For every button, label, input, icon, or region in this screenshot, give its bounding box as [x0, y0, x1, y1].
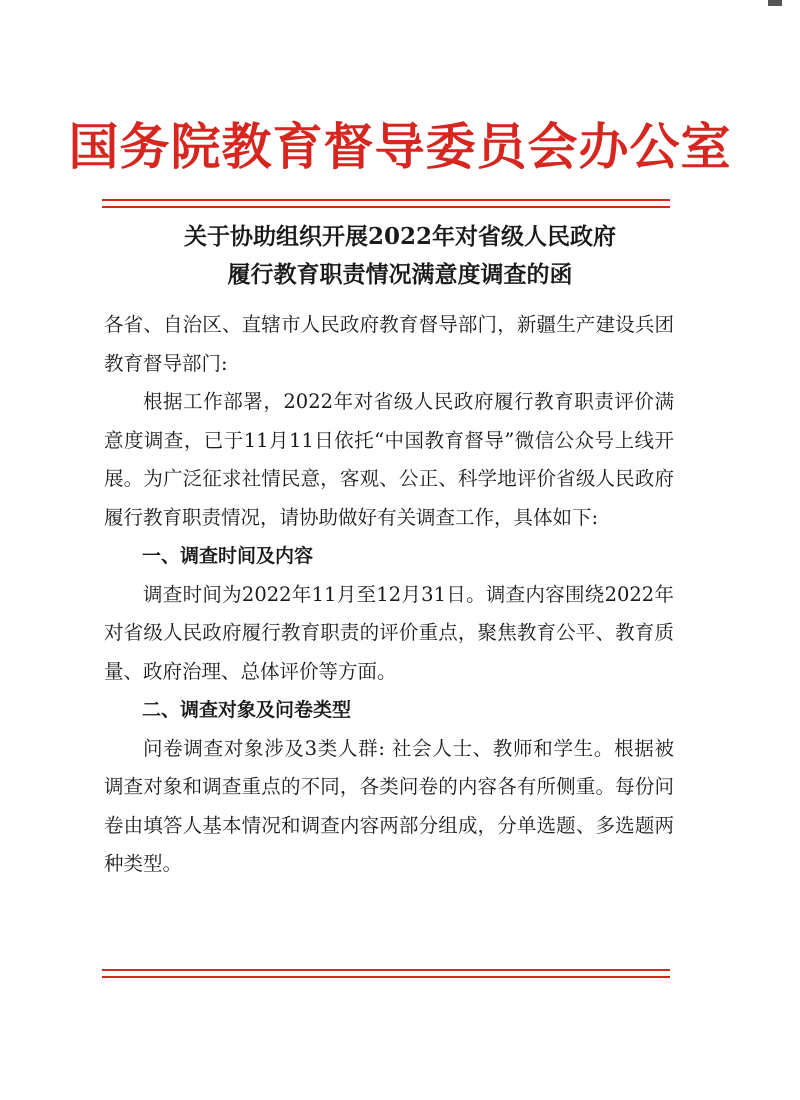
document-body	[104, 306, 674, 884]
scan-corner-mark	[768, 0, 782, 6]
red-header-rule	[102, 199, 670, 208]
section-heading-2: 二、调查对象及问卷类型	[142, 699, 352, 721]
issuer-heading: 国务院教育督导委员会办公室	[68, 117, 732, 176]
section-text-2: 问卷调查对象涉及3类人群: 社会人士、教师和学生。根据被调查对象和调查重点的不同，各类问卷的内容各有所侧重。每份问卷由填答人基本情况和调查内容两部分组成，分单选题、多选题两种类型。	[104, 736, 674, 875]
document-title	[0, 218, 800, 294]
section-text-1: 调查时间为2022年11月至12月31日。调查内容围绕2022年对省级人民政府履行教育职责的评价重点，聚焦教育公平、教育质量、政府治理、总体评价等方面。	[104, 582, 674, 683]
addressee: 各省、自治区、直辖市人民政府教育督导部门，新疆生产建设兵团教育督导部门:	[104, 313, 674, 375]
intro-paragraph: 根据工作部署，2022年对省级人民政府履行教育职责评价满意度调查，已于11月11日依托“中国教育督导”微信公众号上线开展。为广泛征求社情民意，客观、公正、科学地评价省级人民政府履行教育职责情况，请协助做好有关调查工作，具体如下:	[104, 390, 674, 529]
red-footer-rule	[102, 969, 670, 978]
title-line-2: 履行教育职责情况满意度调查的函	[227, 261, 573, 288]
title-line-1: 关于协助组织开展2022年对省级人民政府	[183, 223, 616, 250]
section-heading-1: 一、调查时间及内容	[142, 545, 314, 567]
